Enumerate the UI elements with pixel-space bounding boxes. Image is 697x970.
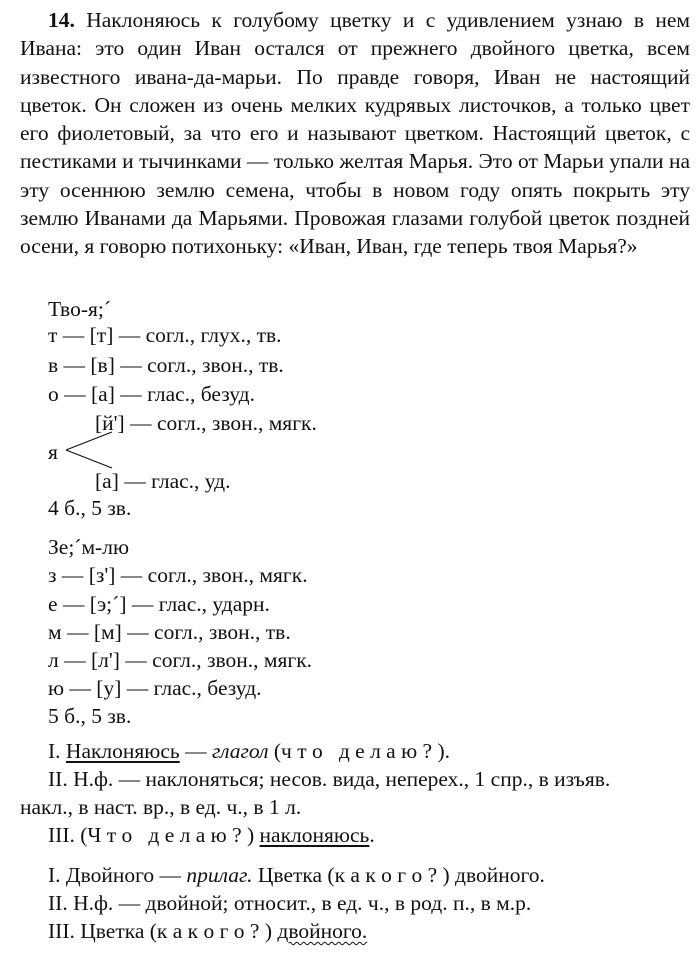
phonetic-row: з — [з'] — согл., звон., мягк. (48, 563, 308, 587)
part-of-speech: глагол (211, 739, 269, 763)
morph-line-2-cont: накл., в наст. вр., в ед. ч., в 1 л. (20, 795, 302, 819)
phonetic-row: в — [в] — согл., звон., тв. (48, 353, 284, 377)
morph-line-2: II. Н.ф. — наклоняться; несов. вида, неперех., 1 спр., в изъяв. (48, 767, 611, 791)
morph-line-1 (48, 738, 450, 764)
phonetic-row: ю — [у] — глас., безуд. (48, 676, 262, 700)
question: III. Цветка (к а к о г о ? ) (48, 919, 272, 943)
question: III. (Ч т о д е л а ю ? ) (48, 823, 255, 847)
period: . (369, 823, 375, 847)
phonetic-row: т — [т] — согл., глух., тв. (48, 323, 282, 347)
phonetic-row: о — [а] — глас., безуд. (48, 382, 255, 406)
analyzed-word: Двойного (65, 863, 155, 887)
task-paragraph (20, 6, 690, 261)
phrase: Цветка (к а к о г о ? ) двойного. (257, 863, 545, 887)
question: (ч т о д е л а ю ? ). (273, 739, 450, 763)
task-text: Наклоняюсь к голубому цветку и с удивлением узнаю в нем Ивана: это один Иван остался от прежнего двойного цветка, всем известного ивана-да-марьи. По правде говоря, Иван не настоящий цветок. Он сложен из очень мелких кудрявых листочков, а только цвет его фиолетовый, за что его и называют цветком. Настоящий цветок, с пестиками и тычинками — только желтая Марья. Это от Марьи упали на эту осеннюю землю семена, чтобы в новом году опять покрыть эту землю Иванами да Марьями. Провожая глазами голубой цветок поздней осени, я говорю потихоньку: «Иван, Иван, где теперь твоя Марья?» (20, 8, 690, 259)
letter-ya: я (48, 440, 58, 464)
task-number: 14. (48, 8, 75, 32)
dash: — (159, 863, 182, 887)
word-tvoya: Тво-я;´ (48, 297, 111, 321)
morph-line-3 (48, 822, 375, 848)
summary: 5 б., 5 зв. (48, 704, 132, 728)
analyzed-word: Наклоняюсь (65, 739, 180, 763)
dash: — (185, 739, 207, 763)
word-zemlyu: Зе;´м-лю (48, 535, 130, 559)
sentence-role-word: наклоняюсь (259, 823, 370, 847)
phonetic-row-ya-upper: [й'] — согл., звон., мягк. (95, 411, 317, 435)
sentence-role-word: двойного. (277, 919, 368, 943)
roman-numeral: I. (48, 863, 61, 887)
phonetic-row-ya-lower: [а] — глас., уд. (95, 469, 231, 493)
part-of-speech: прилаг. (186, 863, 253, 887)
summary: 4 б., 5 зв. (48, 496, 132, 520)
phonetic-row: е — [э;´] — глас., ударн. (48, 592, 270, 616)
morph-line-2: II. Н.ф. — двойной; относит., в ед. ч., в род. п., в м.р. (48, 891, 532, 915)
morph-line-3 (48, 918, 367, 944)
phonetic-row: л — [л'] — согл., звон., мягк. (48, 648, 313, 672)
morph-line-1 (48, 862, 545, 888)
phonetic-row: м — [м] — согл., звон., тв. (48, 620, 291, 644)
roman-numeral: I. (48, 739, 61, 763)
